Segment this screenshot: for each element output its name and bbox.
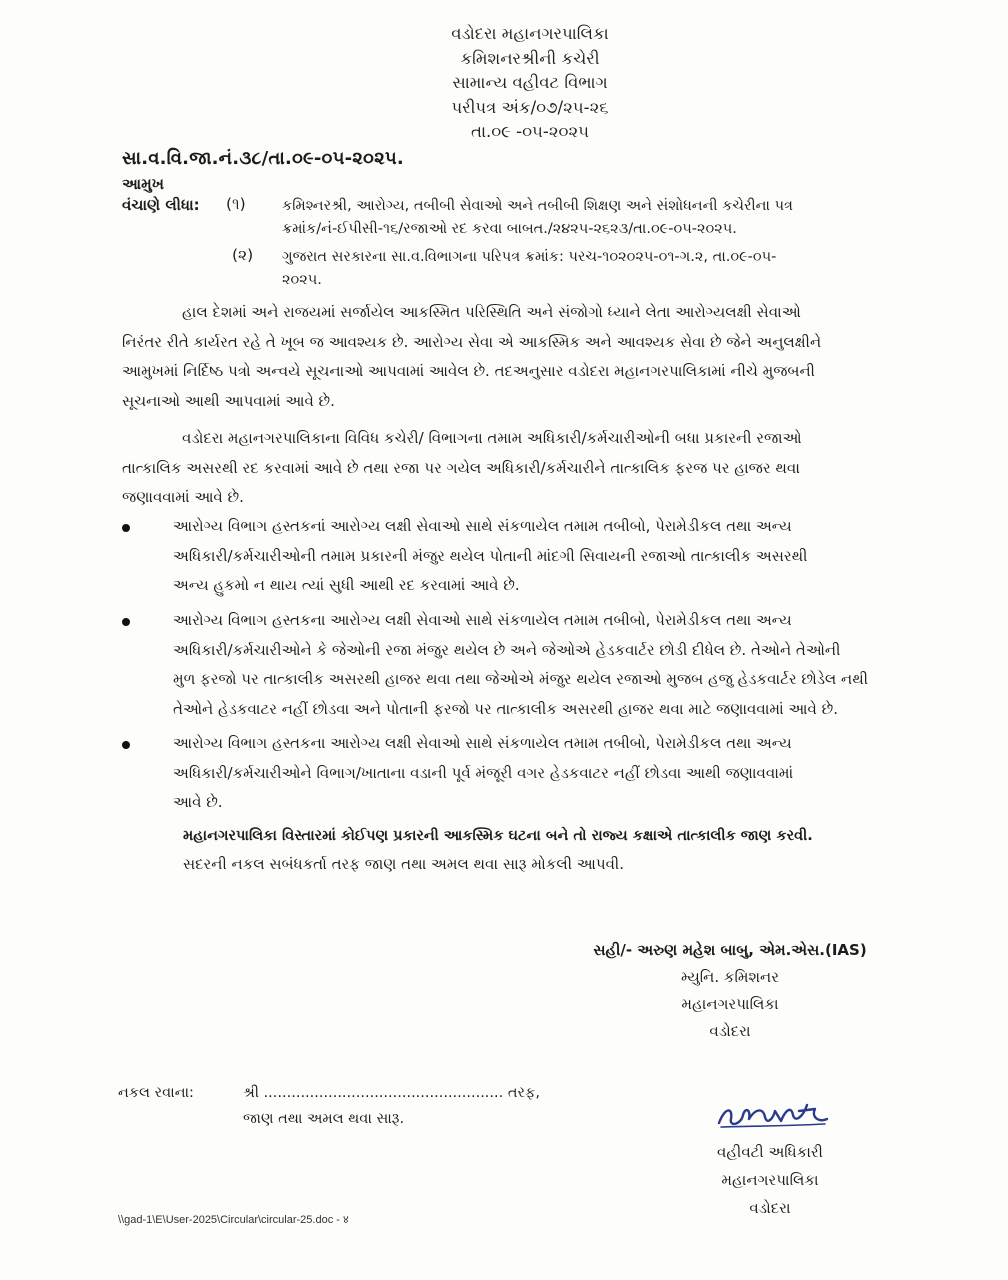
paragraph-1-line-4: સૂચનાઓ આથી આપવામાં આવે છે.	[122, 391, 335, 410]
bullet-icon	[122, 524, 130, 532]
header-line-date: તા.૦૯ -૦૫-૨૦૨૫	[471, 122, 589, 141]
copy-forward-note: સદરની નકલ સબંધકર્તા તરફ જાણ તથા અમલ થવા સારૂ મોકલી આપવી.	[183, 855, 624, 873]
reference-2-line-2: ૨૦૨૫.	[282, 272, 322, 288]
admin-city: વડોદરા	[749, 1199, 791, 1217]
outward-reference-number: સા.વ.વિ.જા.નં.૩૮/તા.૦૯-૦૫-૨૦૨૫.	[122, 148, 404, 169]
body-paragraph-2	[122, 424, 922, 513]
bullet-3-line-2: અધિકારી/કર્મચારીઓને વિભાગ/ખાતાના વડાની પૂર્વ મંજૂરી વગર હેડકવાટર નહીં છોડવા આથી જણાવવામાં	[173, 763, 794, 782]
reference-number-1: (૧)	[226, 195, 246, 213]
bullet-item-2	[173, 606, 923, 724]
signer-organization: મહાનગરપાલિકા	[681, 995, 779, 1013]
copy-to-recipient-line: શ્રી .................................................... તરફ,	[243, 1085, 540, 1101]
emergency-reporting-note: મહાનગરપાલિકા વિસ્તારમાં કોઈપણ પ્રકારની આકસ્મિક ઘટના બને તો રાજ્ય કક્ષાએ તાત્કાલીક જાણ કરવી.	[183, 828, 813, 844]
reference-item-2	[282, 246, 922, 292]
header-line-office: કમિશનરશ્રીની કચેરી	[460, 48, 600, 68]
bullet-2-line-2: અધિકારી/કર્મચારીઓને કે જેઓની રજા મંજુર થયેલ છે અને જેઓએ હેડકવાર્ટર છોડી દીધેલ છે. તેઓને તેઓની	[173, 640, 841, 659]
preamble-label: આમુખ	[122, 175, 165, 193]
bullet-icon	[122, 741, 130, 749]
bullet-icon	[122, 618, 130, 626]
bullet-2-line-3: મુળ ફરજો પર તાત્કાલીક અસરથી હાજર થવા તથા જેઓએ મંજુર થયેલ રજાઓ મુજબ હજુ હેડકવાર્ટર છોડેલ નથી	[173, 670, 869, 688]
bullet-1-line-3: અન્ય હુકમો ન થાય ત્યાં સુધી આથી રદ કરવામાં આવે છે.	[173, 576, 520, 594]
reference-number-2: (૨)	[232, 246, 254, 264]
paragraph-2-line-3: જણાવવામાં આવે છે.	[122, 488, 244, 506]
letterhead	[380, 22, 680, 145]
read-references-label: વંચાણે લીધા:	[122, 196, 200, 214]
paragraph-1-line-2: નિરંતર રીતે કાર્યરત રહે તે ખૂબ જ આવશ્યક છે. આરોગ્ય સેવા એ આકસ્મિક અને આવશ્યક સેવા છે જેને અનુલક્ષીને	[122, 332, 822, 351]
bullet-1-line-2: અધિકારી/કર્મચારીઓની તમામ પ્રકારની મંજુર થયેલ પોતાની માંદગી સિવાયની રજાઓ તાત્કાલીક અસરથી	[173, 546, 808, 565]
signer-name: સહી/- અરુણ મહેશ બાબુ, એમ.એસ.(IAS)	[593, 941, 867, 959]
bullet-2-line-1: આરોગ્ય વિભાગ હસ્તકના આરોગ્ય લક્ષી સેવાઓ સાથે સંકળાયેલ તમામ તબીબો, પેરામેડીકલ તથા અન્ય	[173, 611, 792, 629]
bullet-item-1	[173, 512, 923, 601]
handwritten-signature-icon	[715, 1097, 835, 1131]
paragraph-2-line-2: તાત્કાલિક અસરથી રદ કરવામાં આવે છે તથા રજા પર ગયેલ અધિકારી/કર્મચારીને તાત્કાલિક ફરજ પર હાજર થવા	[122, 458, 800, 477]
paragraph-2-line-1: વડોદરા મહાનગરપાલિકાના વિવિધ કચેરી/ વિભાગના તમામ અધિકારી/કર્મચારીઓની બધા પ્રકારની રજાઓ	[182, 429, 802, 447]
header-line-org: વડોદરા મહાનગરપાલિકા	[451, 24, 609, 43]
signer-city: વડોદરા	[709, 1022, 751, 1040]
reference-2-line-1: ગુજરાત સરકારના સા.વ.વિભાગના પરિપત્ર ક્રમાંક: પરચ-૧૦૨૦૨૫-૦૧-ગ.૨, તા.૦૯-૦૫-	[282, 249, 777, 265]
signer-designation: મ્યુનિ. કમિશનર	[681, 968, 779, 986]
bullet-3-line-3: આવે છે.	[173, 793, 223, 811]
commissioner-signature-block	[560, 937, 900, 1045]
copy-to-purpose: જાણ તથા અમલ થવા સારૂ.	[243, 1111, 405, 1127]
reference-item-1	[282, 195, 922, 241]
admin-organization: મહાનગરપાલિકા	[721, 1171, 819, 1189]
document-file-path: \\gad-1\E\User-2025\Circular\circular-25.doc - ४	[118, 1214, 349, 1226]
bullet-1-line-1: આરોગ્ય વિભાગ હસ્તકનાં આરોગ્ય લક્ષી સેવાઓ સાથે સંકળાયેલ તમામ તબીબો, પેરામેડીકલ તથા અન્ય	[173, 517, 792, 535]
bullet-item-3	[173, 729, 923, 818]
bullet-2-line-4: તેઓને હેડકવાટર નહીં છોડવા અને પોતાની ફરજો પર તાત્કાલીક અસરથી હાજર થવા માટે જણાવવામાં આવે છે.	[173, 699, 838, 718]
bullet-3-line-1: આરોગ્ય વિભાગ હસ્તકના આરોગ્ય લક્ષી સેવાઓ સાથે સંકળાયેલ તમામ તબીબો, પેરામેડીકલ તથા અન્ય	[173, 734, 792, 752]
admin-title: વહીવટી અધિકારી	[717, 1143, 823, 1161]
header-line-circular-no: પરીપત્ર અંક/૦૭/૨૫-૨૬	[451, 97, 609, 117]
admin-officer-block	[690, 1138, 850, 1222]
header-line-dept: સામાન્ય વહીવટ વિભાગ	[452, 73, 608, 92]
body-paragraph-1	[122, 298, 922, 416]
reference-1-line-2: ક્રમાંક/નં-ઈપીસી-૧૬/રજાઓ રદ કરવા બાબત./૨૪૨૫-૨૬૨૩/તા.૦૯-૦૫-૨૦૨૫.	[282, 221, 737, 237]
reference-1-line-1: કમિશ્નરશ્રી, આરોગ્ય, તબીબી સેવાઓ અને તબીબી શિક્ષણ અને સંશોધનની કચેરીના પત્ર	[282, 198, 793, 214]
paragraph-1-line-3: આમુખમાં નિર્દિષ્ઠ પત્રો અન્વયે સૂચનાઓ આપવામાં આવેલ છે. તદઅનુસાર વડોદરા મહાનગરપાલિકામાં નીચે મુજબની	[122, 362, 815, 380]
paragraph-1-line-1: હાલ દેશમાં અને રાજયમાં સર્જાયેલ આકસ્મિત પરિસ્થિતિ અને સંજોગો ધ્યાને લેતા આરોગ્યલક્ષી સેવાઓ	[182, 303, 801, 321]
copy-to-label: નકલ રવાના:	[118, 1085, 194, 1101]
